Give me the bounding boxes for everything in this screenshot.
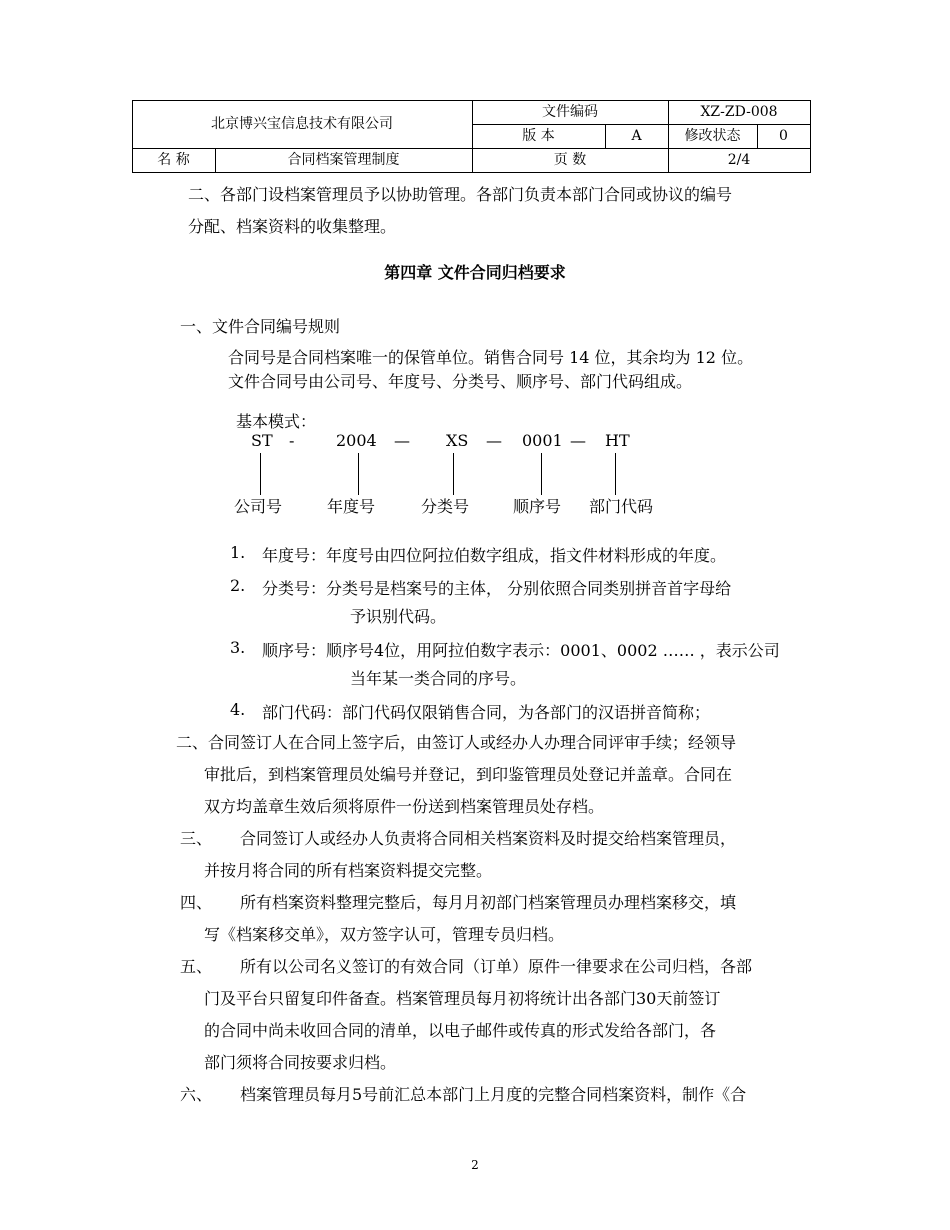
- version-value: A: [631, 128, 642, 144]
- intro-line-1: 二、各部门设档案管理员予以协助管理。各部门负责本部门合同或协议的编号: [188, 185, 733, 204]
- section-6-line-1: 档案管理员每月5号前汇总本部门上月度的完整合同档案资料，制作《合: [240, 1085, 747, 1104]
- rule-1-text: 年度号：年度号由四位阿拉伯数字组成，指文件材料形成的年度。: [262, 546, 727, 565]
- connector-department: [615, 453, 616, 495]
- section-5-line-4: 部门须将合同按要求归档。: [204, 1053, 397, 1072]
- rule-3-number: 3.: [230, 638, 246, 657]
- section-4-line-2: 写《档案移交单》，双方签字认可，管理专员归档。: [204, 925, 565, 944]
- name-value: 合同档案管理制度: [287, 152, 400, 168]
- code-year: 2004: [336, 431, 377, 450]
- header-table: [132, 100, 810, 172]
- section-2-line-1: 二、合同签订人在合同上签字后，由签订人或经办人办理合同评审手续；经领导: [176, 733, 737, 752]
- rule-2-text-cont: 予识别代码。: [350, 607, 447, 626]
- connector-category: [453, 453, 454, 495]
- rule-4-text: 部门代码：部门代码仅限销售合同，为各部门的汉语拼音简称；: [262, 703, 711, 722]
- doc-code-label: 文件编码: [542, 104, 598, 120]
- rule-3-text: 顺序号：顺序号4位，用阿拉伯数字表示：0001、0002 …… ，表示公司: [262, 641, 780, 660]
- rule-3-text-cont: 当年某一类合同的序号。: [350, 669, 527, 688]
- section-5-line-1: 所有以公司名义签订的有效合同（订单）原件一律要求在公司归档，各部: [240, 957, 753, 976]
- rule-4-number: 4.: [230, 700, 246, 719]
- section-5-line-3: 的合同中尚未收回合同的清单，以电子邮件或传真的形式发给各部门，各: [204, 1021, 717, 1040]
- code-department: HT: [605, 431, 630, 450]
- page-value: 2/4: [727, 152, 751, 168]
- chapter-title: 第四章 文件合同归档要求: [384, 263, 566, 282]
- intro-line-2: 分配、档案资料的收集整理。: [188, 217, 397, 236]
- connector-year: [358, 453, 359, 495]
- section-5-number: 五、: [180, 957, 213, 976]
- label-sequence: 顺序号: [513, 497, 562, 516]
- rule-2-text: 分类号：分类号是档案号的主体， 分别依照合同类别拼音首字母给: [262, 579, 732, 598]
- diagram-caption: 基本模式：: [236, 412, 317, 431]
- revision-value: 0: [779, 128, 788, 144]
- code-dash-4: —: [570, 431, 586, 450]
- code-dash-2: —: [394, 431, 410, 450]
- section-3-line-1: 合同签订人或经办人负责将合同相关档案资料及时提交给档案管理员，: [240, 829, 737, 848]
- section-5-line-2: 门及平台只留复印件备查。档案管理员每月初将统计出各部门30天前签订: [204, 989, 721, 1008]
- doc-code-value: XZ-ZD-008: [700, 104, 778, 120]
- label-year: 年度号: [327, 497, 376, 516]
- label-department: 部门代码: [589, 497, 654, 516]
- code-dash-3: —: [486, 431, 502, 450]
- company-name: 北京博兴宝信息技术有限公司: [211, 116, 393, 132]
- section-6-number: 六、: [180, 1085, 213, 1104]
- name-label: 名 称: [157, 152, 190, 168]
- section-3-line-2: 并按月将合同的所有档案资料提交完整。: [204, 861, 493, 880]
- page-number: 2: [471, 1158, 479, 1172]
- rule-1-number: 1.: [230, 543, 246, 562]
- section-4-number: 四、: [180, 893, 213, 912]
- section-1-line-2: 文件合同号由公司号、年度号、分类号、顺序号、部门代码组成。: [228, 372, 693, 391]
- label-company: 公司号: [234, 497, 283, 516]
- rule-2-number: 2.: [230, 576, 246, 595]
- version-label: 版 本: [522, 128, 555, 144]
- connector-company: [260, 453, 261, 495]
- section-1-line-1: 合同号是合同档案唯一的保管单位。销售合同号 14 位，其余均为 12 位。: [228, 348, 754, 367]
- label-category: 分类号: [421, 497, 470, 516]
- code-dash-1: -: [289, 431, 295, 450]
- code-company: ST: [251, 431, 273, 450]
- section-2-line-3: 双方均盖章生效后须将原件一份送到档案管理员处存档。: [204, 797, 605, 816]
- page-label: 页 数: [553, 152, 587, 168]
- connector-sequence: [541, 453, 542, 495]
- section-2-line-2: 审批后，到档案管理员处编号并登记，到印鉴管理员处登记并盖章。合同在: [204, 765, 733, 784]
- revision-label: 修改状态: [684, 128, 741, 144]
- code-category: XS: [446, 431, 469, 450]
- section-4-line-1: 所有档案资料整理完整后，每月月初部门档案管理员办理档案移交，填: [240, 893, 737, 912]
- section-3-number: 三、: [180, 829, 213, 848]
- code-sequence: 0001: [522, 431, 563, 450]
- section-1-title: 一、文件合同编号规则: [180, 317, 341, 336]
